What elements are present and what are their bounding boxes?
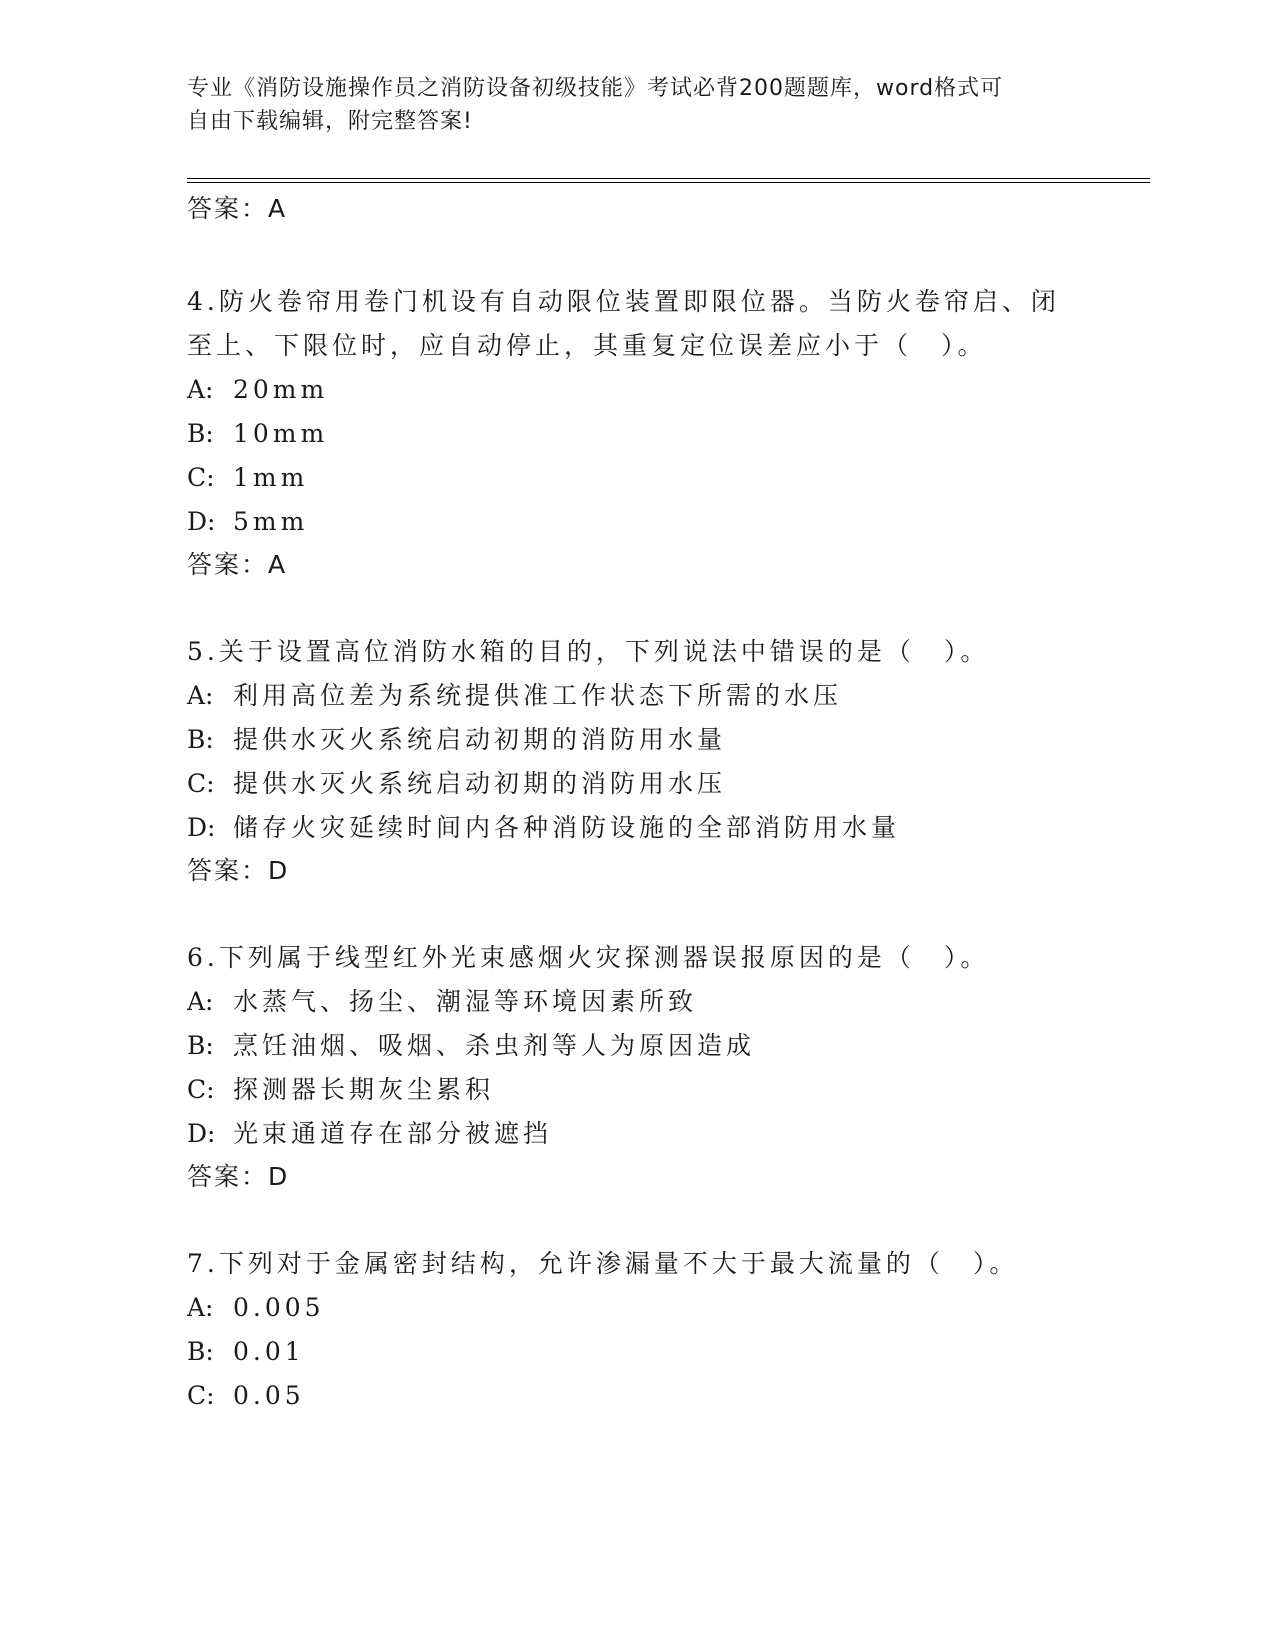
option-label: D: — [187, 813, 216, 842]
question-4-option-c — [187, 462, 308, 494]
option-text: 烹饪油烟、吸烟、杀虫剂等人为原因造成 — [233, 1031, 756, 1060]
header-divider-bottom — [187, 182, 1150, 183]
option-text: 20mm — [233, 375, 329, 404]
option-label: B: — [187, 419, 214, 448]
question-6-option-c — [187, 1074, 494, 1106]
option-text: 5mm — [233, 507, 309, 536]
header-divider-top — [187, 178, 1150, 179]
option-text: 0.01 — [233, 1337, 305, 1366]
option-label: A: — [187, 1293, 214, 1322]
question-6-stem: 6.下列属于线型红外光束感烟火灾探测器误报原因的是（ ）。 — [187, 943, 990, 972]
option-label: C: — [187, 1075, 215, 1104]
question-5-option-c — [187, 768, 726, 800]
option-label: D: — [187, 507, 216, 536]
question-4-option-d — [187, 506, 308, 538]
option-text: 储存火灾延续时间内各种消防设施的全部消防用水量 — [233, 813, 901, 842]
question-6-option-d — [187, 1118, 552, 1150]
question-6-option-b — [187, 1030, 755, 1062]
option-label: B: — [187, 1337, 214, 1366]
option-text: 10mm — [233, 419, 329, 448]
option-label: A: — [187, 681, 214, 710]
question-5-answer: 答案：D — [187, 856, 290, 885]
option-text: 1mm — [233, 463, 309, 492]
option-label: B: — [187, 725, 214, 754]
answer-previous: 答案：A — [187, 194, 288, 223]
document-header — [187, 72, 1087, 138]
question-6-answer: 答案：D — [187, 1162, 290, 1191]
question-4-answer: 答案：A — [187, 550, 288, 579]
option-label: C: — [187, 769, 215, 798]
question-4-option-a — [187, 374, 328, 406]
question-7-stem: 7.下列对于金属密封结构，允许渗漏量不大于最大流量的（ ）。 — [187, 1249, 1019, 1278]
question-4-stem-line-1: 4.防火卷帘用卷门机设有自动限位装置即限位器。当防火卷帘启、闭 — [187, 287, 1060, 316]
option-text: 光束通道存在部分被遮挡 — [233, 1119, 553, 1148]
question-7-option-c — [187, 1380, 305, 1412]
question-4-option-b — [187, 418, 328, 450]
question-4-stem-line-2: 至上、下限位时，应自动停止，其重复定位误差应小于（ ）。 — [187, 331, 987, 360]
option-text: 探测器长期灰尘累积 — [233, 1075, 495, 1104]
question-5-option-a — [187, 680, 842, 712]
option-label: A: — [187, 987, 214, 1016]
question-7-option-b — [187, 1336, 305, 1368]
option-text: 0.05 — [233, 1381, 305, 1410]
option-label: C: — [187, 463, 215, 492]
header-line-2: 自由下载编辑，附完整答案! — [187, 109, 473, 134]
option-text: 提供水灭火系统启动初期的消防用水量 — [233, 725, 727, 754]
option-text: 利用高位差为系统提供准工作状态下所需的水压 — [233, 681, 843, 710]
question-5-stem: 5.关于设置高位消防水箱的目的，下列说法中错误的是（ ）。 — [187, 637, 990, 666]
option-label: B: — [187, 1031, 214, 1060]
option-label: C: — [187, 1381, 215, 1410]
header-line-1: 专业《消防设施操作员之消防设备初级技能》考试必背200题题库，word格式可 — [187, 76, 1004, 101]
option-text: 0.005 — [233, 1293, 325, 1322]
option-label: A: — [187, 375, 214, 404]
option-text: 水蒸气、扬尘、潮湿等环境因素所致 — [233, 987, 698, 1016]
question-5-option-d — [187, 812, 900, 844]
option-text: 提供水灭火系统启动初期的消防用水压 — [233, 769, 727, 798]
question-5-option-b — [187, 724, 726, 756]
option-label: D: — [187, 1119, 216, 1148]
question-6-option-a — [187, 986, 697, 1018]
question-7-option-a — [187, 1292, 325, 1324]
